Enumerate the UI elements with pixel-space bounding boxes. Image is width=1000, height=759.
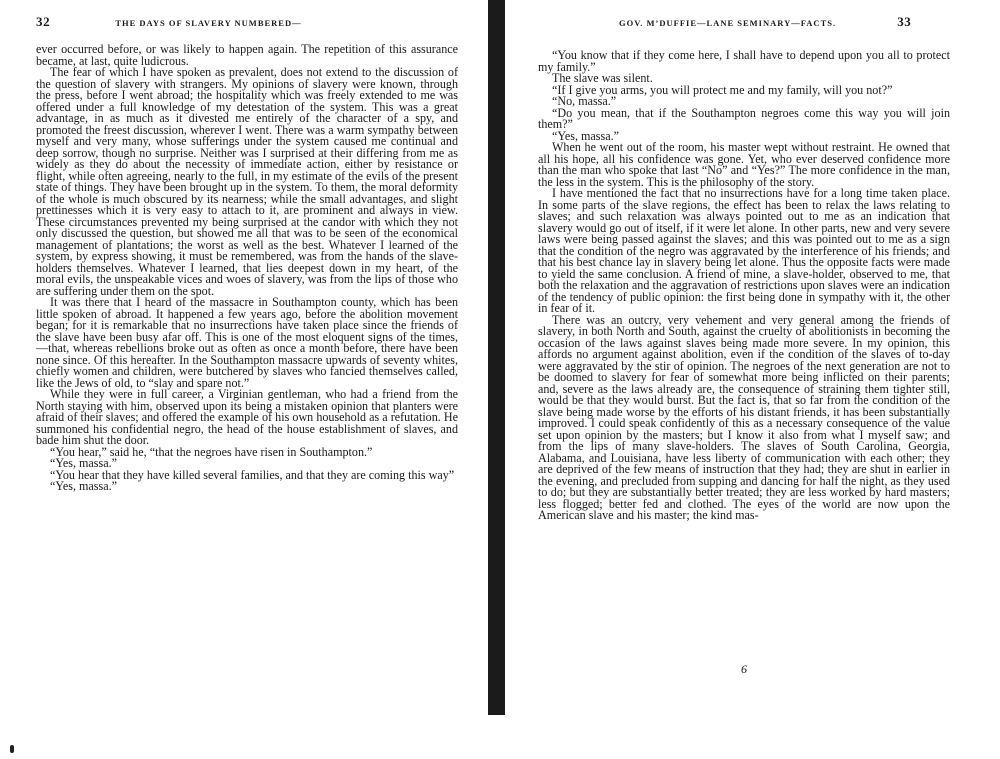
paragraph: I have mentioned the fact that no insurrections have for a long time taken place. In some parts of the slave regions, the effect has been to relax the laws relating to slaves; and such relaxation was always pointed out to me as an indication that slavery would go out of itself, if it were let alone. In other parts, new and very severe laws were being passed against the slaves; and this was pointed out to me as a sign that the condition of the negro was aggravated by the interference of his friends; and that his best chance lay in slavery being let alone. Thus the opposite facts were made to yield the same conclusion. A friend of mine, a slave-holder, observed to me, that both the relaxation and the aggravation of restrictions upon slaves were an indication of the tendency of public opinion: the first being done in sympathy with it, the other in fear of it. — [538, 186, 950, 315]
right-running-head: GOV. M’DUFFIE—LANE SEMINARY—FACTS. — [619, 18, 837, 28]
signature-mark: 6 — [741, 662, 747, 676]
paragraph: There was an outcry, very vehement and very general among the friends of slavery, in both North and South, against the cruelty of abolitionists in becoming the occasion of the laws against slaves being made more severe. In my opinion, this affords no argument against abolition, even if the condition of the slaves of to-day were aggravated by the stir of opinion. The negroes of the next generation are not to be doomed to slavery for fear of somewhat more being inflicted on their parents; and, severe as the laws already are, the consequence of straining them tighter still, would be that they would burst. But the fact is, that so far from the condition of the slave being made worse by the efforts of his distant friends, it has been substantially improved. I could speak confidently of this as a necessary consequence of the value set upon opinion by the masters; but I know it also from what I myself saw; and from the lips of many slave-holders. The slaves of South Carolina, Georgia, Alabama, and Louisiana, have less liberty of communication with each other; they are deprived of the few means of instruction that they had; they are shut in earlier in the evening, and precluded from supping and dancing for half the night, as they used to do; but they are substantially better treated; they are less worked by hard masters; less flogged; better fed and clothed. The eyes of the world are now upon the American slave and his master; the kind mas- — [538, 312, 950, 522]
paragraph: “Yes, massa.” — [50, 479, 117, 493]
paragraph: “You hear that they have killed several families, and that they are coming this way” — [50, 467, 455, 482]
paragraph: “Do you mean, that if the Southampton negroes come this way you will join them?” — [538, 105, 950, 131]
paragraph: “No, massa.” — [552, 94, 617, 108]
left-running-head: THE DAYS OF SLAVERY NUMBERED— — [115, 18, 302, 28]
paragraph: When he went out of the room, his master wept without restraint. He owned that all his hope, all his confidence was gone. Yet, who ever deserved confidence more than the man who spoke that last “No” and “Yes?” The more confidence in the man, the less in the system. This is the philosophy of the story. — [538, 140, 950, 189]
left-page-header — [36, 14, 302, 30]
paragraph: “You hear,” said he, “that the negroes have risen in Southampton.” — [50, 444, 373, 459]
paragraph: “If I give you arms, you will protect me and my family, will you not?” — [552, 82, 893, 97]
right-page-number: 33 — [897, 14, 912, 29]
paragraph: While they were in full career, a Virginian gentleman, who had a friend from the North staying with him, observed upon its being a mistaken opinion that planters were afraid of their slaves; and offered the example of his own household as a refutation. He summoned his confidential negro, the head of the house establishment of slaves, and bade him shut the door. — [36, 387, 458, 447]
paragraph: The slave was silent. — [552, 71, 653, 85]
scan-mark — [10, 745, 14, 753]
paragraph: It was there that I heard of the massacre in Southampton county, which has been little spoken of abroad. It happened a few years ago, before the abolition movement began; for it is remarkable that no insurrections have taken place since the friends of the slave have been busy afar off. This is one of the most eloquent signs of the times,—that, whereas rebellions broke out as often as once a month before, there have been none since. Of this hereafter. In the Southampton massacre upwards of seventy whites, chiefly women and children, were butchered by slaves who fancied themselves called, like the Jews of old, to “slay and spare not.” — [36, 295, 458, 390]
paragraph: The fear of which I have spoken as prevalent, does not extend to the discussion of the question of slavery with strangers. My opinions of slavery were known, through the press, before I went abroad; the hospitality which was freely extended to me was offered under a full knowledge of my detestation of the system. This was a great advantage, in as much as it divested me entirely of the character of a spy, and promoted the freest discussion, wherever I went. There was a warm sympathy between myself and very many, whose sufferings under the system caused me continual and deep sorrow, though no surprise. Neither was I surprised at their differing from me as widely as they do about the necessity of immediate action, either by resistance or flight, while often agreeing, nearly to the full, in my estimate of the evils of the present state of things. They have been brought up in the system. To them, the moral deformity of the whole is much obscured by its nearness; while the small advantages, and slight prettinesses which it is very easy to attach to it, are prominent and always in view. These circumstances prevented my being surprised at the candor with which they not only discussed the question, but showed me all that was to be seen of the economical management of plantations; the worst as well as the best. Whatever I learned of the system, by express showing, it must be remembered, was from the hands of the slave-holders themselves. Whatever I learned, that lies deepest down in my heart, of the moral evils, the unspeakable vices and woes of slavery, was from the lips of those who are suffering under them on the spot. — [36, 65, 458, 298]
left-page-number: 32 — [36, 14, 51, 29]
paragraph: “Yes, massa.” — [50, 456, 117, 470]
paragraph: “You know that if they come here, I shall have to depend upon you all to protect my family.” — [538, 48, 950, 74]
paragraph: “Yes, massa.” — [552, 128, 619, 143]
left-page — [0, 0, 488, 759]
paragraph: ever occurred before, or was likely to happen again. The repetition of this assurance became, at last, quite ludicrous. — [36, 42, 458, 68]
book-spine — [488, 0, 505, 715]
left-page-body — [36, 44, 458, 493]
right-page — [505, 0, 1000, 759]
right-page-body — [538, 50, 950, 522]
right-page-header — [619, 14, 911, 30]
